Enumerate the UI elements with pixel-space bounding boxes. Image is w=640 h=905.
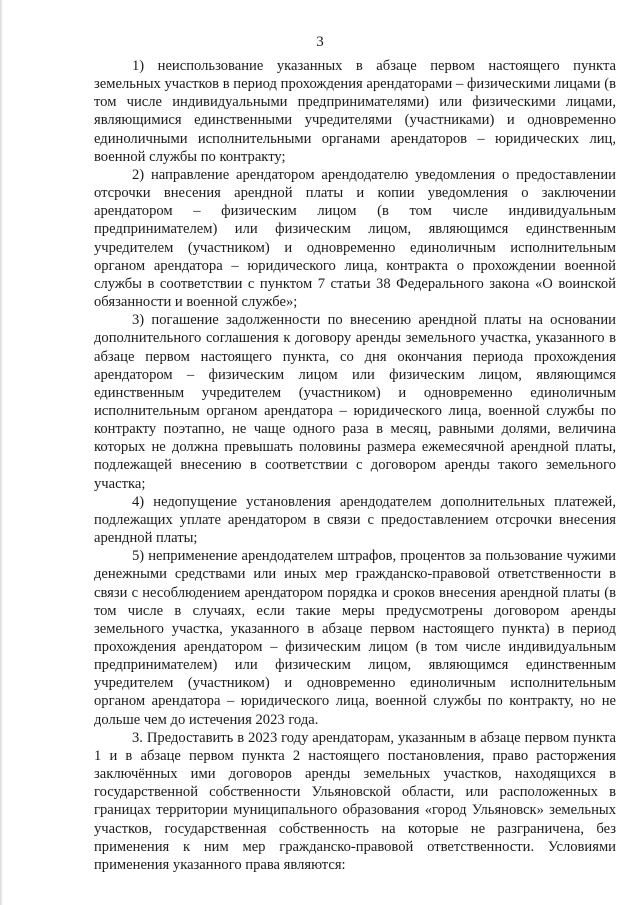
paragraph-condition-2: 2) направление арендатором арендодателю уведомления о предоставлении отсрочки внесения арендной платы и копии уведомления о заключении арендатором – физическим лицом (в том числе индивидуальным предпринимателем) или физическим лицом, являющимся единственным учредителем (участником) и одновременно единоличным исполнительным органом арендатора – юридического лица, контракта о прохождении военной службы в соответствии с пунктом 7 статьи 38 Федерального закона «О воинской обязанности и военной службе»; xyxy=(94,166,616,311)
paragraph-condition-1: 1) неиспользование указанных в абзаце первом настоящего пункта земельных участков в период прохождения арендаторами – физическими лицами (в том числе индивидуальными предпринимателями) или физическими лицами, являющимися единственными учредителями (участниками) и одновременно единоличными исполнительными органами арендаторов – юридических лиц, военной службы по контракту; xyxy=(94,58,616,165)
document-body xyxy=(94,57,616,874)
paragraph-condition-3: 3) погашение задолженности по внесению арендной платы на основании дополнительного соглашения к договору аренды земельного участка, указанного в абзаце первом настоящего пункта, со дня окончания периода прохождения арендатором – физическим лицом или физическим лицом, являющимся единственным учредителем (участником) и одновременно единоличным исполнительным органом арендатора – юридического лица, военной службы по контракту поэтапно, не чаще одного раза в месяц, равными долями, величина которых не должна превышать половины размера ежемесячной арендной платы, подлежащей внесению в соответствии с договором аренды такого земельного участка; xyxy=(94,312,616,492)
paragraph-condition-5: 5) неприменение арендодателем штрафов, процентов за пользование чужими денежными средствами или иных мер гражданско-правовой ответственности в связи с несоблюдением арендатором порядка и сроков внесения арендной платы (в том числе в случаях, если такие меры предусмотрены договором аренды земельного участка, указанного в абзаце первом настоящего пункта) в период прохождения арендатором – физическим лицом (в том числе индивидуальным предпринимателем) или физическим лицом, являющимся единственным учредителем (участником) и одновременно единоличным исполнительным органом арендатора – юридического лица, военной службы по контракту, но не дольше чем до истечения 2023 года. xyxy=(94,548,616,728)
paragraph-condition-4: 4) недопущение установления арендодателем дополнительных платежей, подлежащих уплате арендатором в связи с предоставлением отсрочки внесения арендной платы; xyxy=(94,493,616,547)
paragraph-clause-3: 3. Предоставить в 2023 году арендаторам, указанным в абзаце первом пункта 1 и в абзаце первом пункта 2 настоящего постановления, право расторжения заключённых ими договоров аренды земельных участков, находящихся в государственной собственности Ульяновской области, или расположенных в границах территории муниципального образования «город Ульяновск» земельных участков, государственная собственность на которые не разграничена, без применения к ним мер гражданско-правовой ответственности. Условиями применения указанного права являются: xyxy=(94,729,616,873)
page-edge-shadow xyxy=(0,0,3,905)
page-number: 3 xyxy=(316,34,324,50)
